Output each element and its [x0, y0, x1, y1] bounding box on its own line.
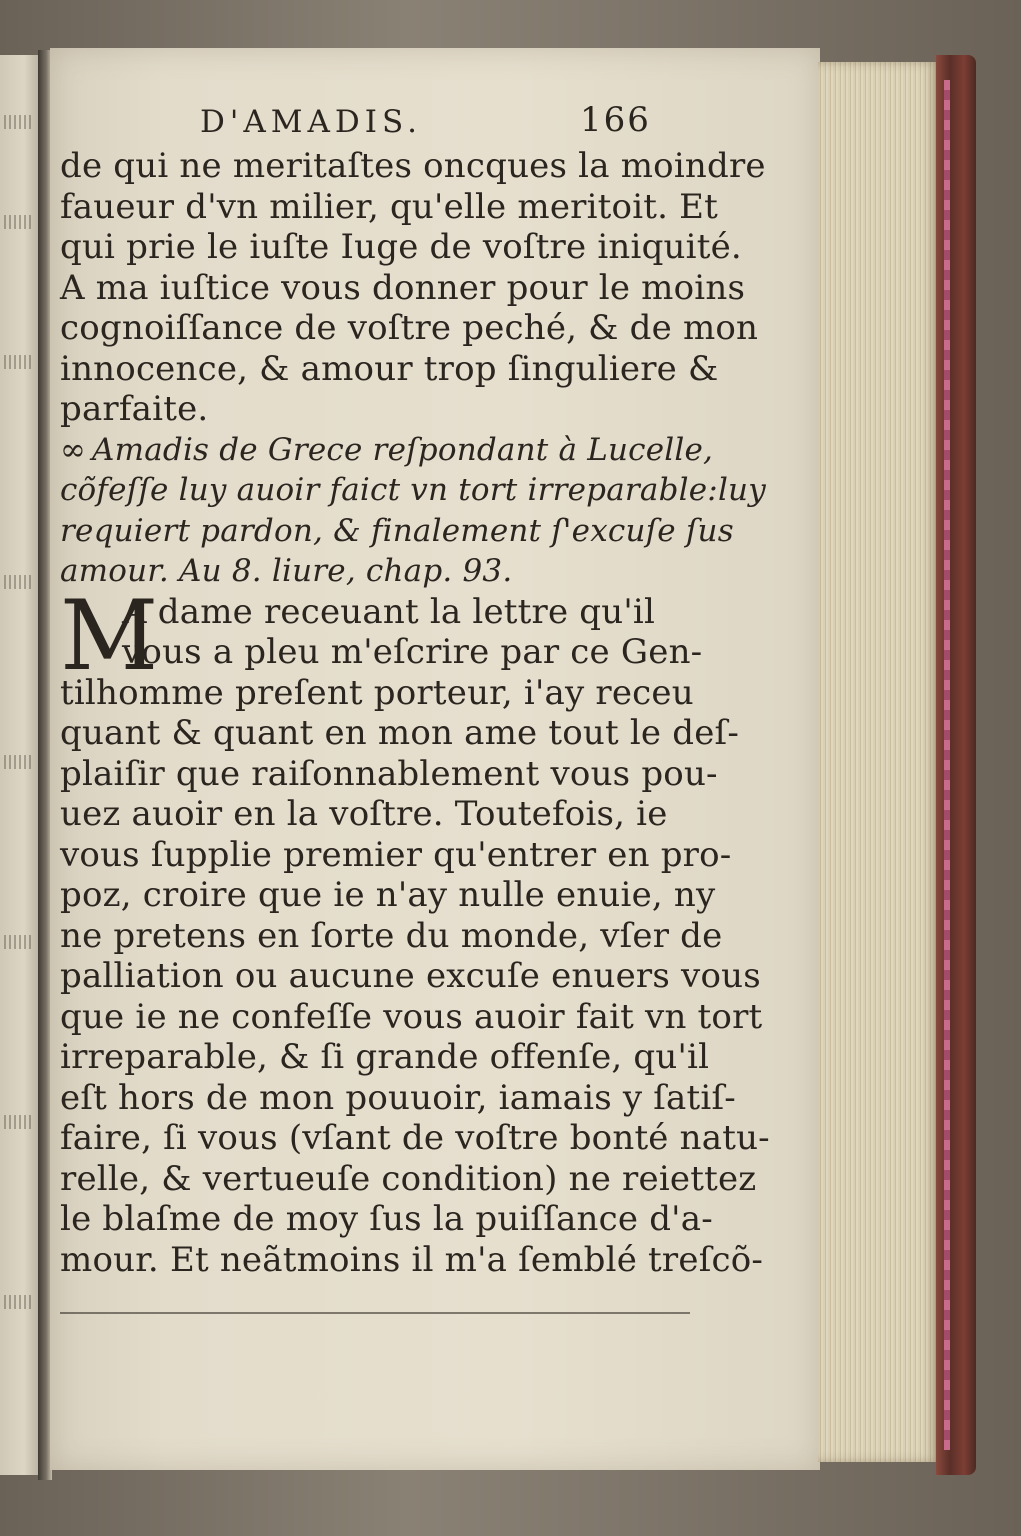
facing-page-text-bleed — [4, 575, 34, 589]
facing-page-text-bleed — [4, 115, 34, 129]
running-head: D'AMADIS. — [200, 104, 422, 140]
text-line: cognoiſſance de voſtre peché, & de mon — [60, 308, 759, 348]
text-line: que ie ne confeſſe vous auoir fait vn tort — [60, 996, 763, 1037]
text-line: irreparable, & ſi grande offenſe, qu'il — [60, 1037, 710, 1077]
text-line: de qui ne meritaſtes oncques la moindre — [60, 146, 766, 186]
text-paragraph-1 — [60, 146, 766, 430]
text-line: parfaite. — [60, 389, 209, 429]
text-line: vous ſupplie premier qu'entrer en pro- — [60, 834, 732, 875]
text-line: plaiſir que raiſonnablement vous pou- — [60, 753, 718, 794]
bottom-rule — [60, 1312, 690, 1314]
page-header — [60, 100, 690, 146]
ornament-icon: ∞ — [60, 431, 87, 468]
heading-line — [60, 430, 714, 471]
cover-endpaper — [944, 80, 950, 1450]
heading-line-text: Amadis de Grece reſpondant à Lucelle, — [92, 431, 714, 468]
text-line: tilhomme preſent porteur, i'ay receu — [60, 672, 694, 713]
facing-page-text-bleed — [4, 355, 34, 369]
heading-line: amour. Au 8. liure, chap. 93. — [60, 553, 513, 589]
text-line: quant & quant en mon ame tout le deſ- — [60, 713, 740, 753]
heading-line: cõfeſſe luy auoir faict vn tort irreparable:luy — [60, 472, 766, 508]
book-cover — [936, 55, 976, 1475]
page-block-edges — [818, 62, 938, 1462]
text-line: le blaſme de moy ſus la puiſſance d'a- — [60, 1199, 713, 1239]
text-line: faueur d'vn milier, qu'elle meritoit. Et — [60, 186, 719, 227]
text-line: A dame receuant la lettre qu'il — [122, 591, 656, 632]
facing-page-text-bleed — [4, 935, 34, 949]
heading-line: requiert pardon, & finalement ſ'excuſe ſus — [60, 512, 734, 549]
facing-page-text-bleed — [4, 755, 34, 769]
text-line: eſt hors de mon pouuoir, iamais y ſatiſ- — [60, 1077, 736, 1118]
drop-cap: M — [60, 579, 159, 692]
text-line: qui prie le iuſte Iuge de voſtre iniquité. — [60, 227, 742, 267]
text-line: mour. Et neãtmoins il m'a ſemblé treſcõ- — [60, 1239, 764, 1280]
facing-page-edge — [0, 55, 40, 1475]
text-line: vous a pleu m'eſcrire par ce Gen- — [122, 632, 703, 672]
text-line: relle, & vertueuſe condition) ne reiettez — [60, 1158, 757, 1199]
page-text — [60, 100, 770, 1280]
facing-page-text-bleed — [4, 215, 34, 229]
text-line: poz, croire que ie n'ay nulle enuie, ny — [60, 875, 716, 915]
facing-page-text-bleed — [4, 1115, 34, 1129]
text-line: A ma iuſtice vous donner pour le moins — [60, 267, 746, 308]
text-line: uez auoir en la voſtre. Toutefois, ie — [60, 794, 668, 834]
page-number: 166 — [580, 100, 651, 140]
text-line: innocence, & amour trop ſinguliere & — [60, 348, 719, 389]
text-line: palliation ou aucune excuſe enuers vous — [60, 956, 761, 996]
letter-body — [60, 579, 770, 1281]
text-line: ne pretens en ſorte du monde, vſer de — [60, 915, 723, 956]
facing-page-text-bleed — [4, 1295, 34, 1309]
text-line: faire, ſi vous (vſant de voſtre bonté natu- — [60, 1118, 770, 1158]
section-heading — [60, 430, 766, 592]
